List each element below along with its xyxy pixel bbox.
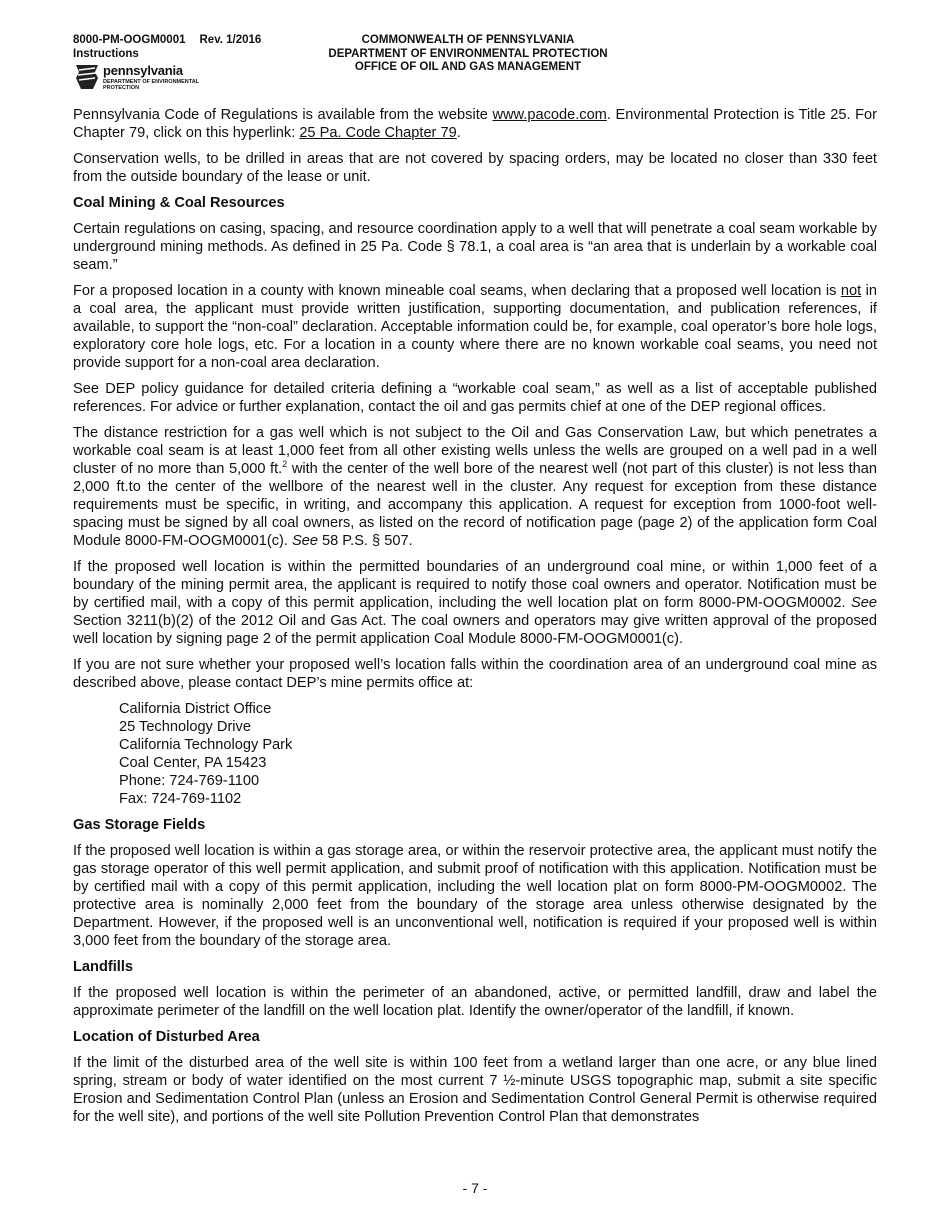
coal-p4-text-b: with the center of the well bore of the nearest well (not part of this cluster) is not less than 2,000 ft.to the center of the wellbore of the nearest well in the cluster. Any request for exception from these distance requirements must be specific, in writing, and accompany this application. A request for exception from 1000-foot well-spacing must be signed by all coal owners, as listed on the record of notification page (page 2) of the application form Coal Module 8000-FM-OOGM0001(c). [73, 461, 877, 549]
address-line: California District Office [119, 701, 272, 717]
coal-p5-see: See [851, 595, 877, 611]
coal-paragraph-2 [73, 282, 877, 372]
address-line: 25 Technology Drive [119, 719, 251, 735]
form-number: 8000-PM-OOGM0001 [73, 34, 186, 46]
coal-p4-text-c: 58 P.S. § 507. [317, 533, 413, 549]
coal-p5-text-a: If the proposed well location is within the permitted boundaries of an underground coal mine, or within 1,000 feet of a boundary of the mining permit area, the applicant is required to notify those coal owners and operator. Notification must be by certified mail, with a copy of this permit application, including the well location plat on form 8000-PM-OOGM0002. [73, 559, 877, 611]
heading-disturbed-area: Location of Disturbed Area [73, 1029, 260, 1045]
coal-paragraph-1: Certain regulations on casing, spacing, and resource coordination apply to a well that will penetrate a coal seam workable by underground mining methods. As defined in 25 Pa. Code § 78.1, a coal area is “an area that is underlain by a workable coal seam.” [73, 221, 877, 273]
intro-text-c: . [456, 125, 461, 141]
address-line: Coal Center, PA 15423 [119, 755, 267, 771]
coal-p4-superscript: 2 [282, 459, 288, 469]
intro-text-a: Pennsylvania Code of Regulations is available from the website [73, 107, 493, 123]
agency-block [253, 34, 683, 75]
doc-type: Instructions [73, 47, 139, 60]
office-address [119, 700, 877, 808]
coal-paragraph-3: See DEP policy guidance for detailed criteria defining a “workable coal seam,” as well as a list of acceptable published references. For advice or further explanation, contact the oil and gas permits chief at one of the DEP regional offices. [73, 381, 877, 415]
coal-paragraph-4 [73, 424, 877, 550]
intro-paragraph-1 [73, 106, 877, 142]
coal-paragraph-5 [73, 558, 877, 648]
intro-paragraph-2: Conservation wells, to be drilled in areas that are not covered by spacing orders, may be located no closer than 330 feet from the outside boundary of the lease or unit. [73, 151, 877, 185]
coal-p2-text-b: in a coal area, the applicant must provide written justification, supporting documentation, and publication references, if available, to support the “non-coal” declaration. Acceptable information could be, for example, coal operator’s bore hole logs, exploratory core hole logs, etc. For a location in a county where there are no known workable coal seams, you need not provide support for a non-coal area declaration. [73, 283, 877, 371]
coal-p2-not: not [840, 283, 862, 299]
address-phone: Phone: 724-769-1100 [119, 773, 260, 789]
pacode-link[interactable]: www.pacode.com [492, 107, 607, 123]
intro-text-b: . Environmental Protection is Title 25. For Chapter 79, click on this hyperlink: [73, 107, 877, 141]
document-body [73, 106, 877, 1126]
disturbed-paragraph-1: If the limit of the disturbed area of the well site is within 100 feet from a wetland larger than one acre, or any blue lined spring, stream or body of water identified on the most current 7 ½-minute USGS topographic map, submit a site specific Erosion and Sedimentation Control Plan (unless an Erosion and Sedimentation Control General Permit is otherwise required for the well site), and portions of the well site Pollution Prevention Control Plan that demonstrates [73, 1055, 877, 1125]
gas-paragraph-1: If the proposed well location is within a gas storage area, or within the reservoir protective area, the applicant must notify the gas storage operator of this well permit application, and submit proof of notification with this application. Notification must be by certified mail with a copy of this permit application, including the well location plat on form 8000-PM-OOGM0002. The protective area is nominally 2,000 feet from the boundary of the storage area unless otherwise designated by the Department. However, if the proposed well is an unconventional well, notification is required if your proposed well is within 3,000 feet from the boundary of the storage area. [73, 843, 877, 949]
address-line: California Technology Park [119, 737, 293, 753]
form-id-block [73, 34, 261, 61]
page-number: - 7 - [462, 1180, 488, 1196]
address-fax: Fax: 724-769-1102 [119, 791, 242, 807]
landfills-paragraph-1: If the proposed well location is within the perimeter of an abandoned, active, or permitted landfill, draw and label the approximate perimeter of the landfill on the well location plat. Identify the owner/operator of the landfill, if known. [73, 985, 877, 1019]
revision: Rev. 1/2016 [199, 34, 262, 46]
page-header [73, 34, 877, 94]
heading-coal: Coal Mining & Coal Resources [73, 195, 285, 211]
heading-gas-storage: Gas Storage Fields [73, 817, 206, 833]
agency-line-1: COMMONWEALTH OF PENNSYLVANIA [361, 34, 575, 46]
agency-line-2: DEPARTMENT OF ENVIRONMENTAL PROTECTION [328, 47, 608, 60]
pennsylvania-logo [73, 62, 223, 94]
logo-subtitle: DEPARTMENT OF ENVIRONMENTAL PROTECTION [103, 79, 199, 91]
coal-paragraph-6: If you are not sure whether your proposed well’s location falls within the coordination area of an underground coal mine as described above, please contact DEP’s mine permits office at: [73, 657, 877, 691]
coal-p4-text-a: The distance restriction for a gas well which is not subject to the Oil and Gas Conservation Law, but which penetrates a workable coal seam is at least 1,000 feet from all other existing wells unless the wells are grouped on a well pad in a well cluster of no more than 5,000 ft. [73, 425, 877, 477]
heading-landfills: Landfills [73, 959, 133, 975]
document-page [73, 34, 877, 1134]
coal-p2-text-a: For a proposed location in a county with known mineable coal seams, when declaring that a proposed well location is [73, 283, 841, 299]
logo-wordmark: pennsylvania [103, 63, 183, 78]
chapter-79-link[interactable]: 25 Pa. Code Chapter 79 [299, 125, 457, 141]
coal-p5-text-b: Section 3211(b)(2) of the 2012 Oil and Gas Act. The coal owners and operators may give written approval of the proposed well location by signing page 2 of the permit application Coal Module 8000-FM-OOGM0001(c). [73, 613, 877, 647]
coal-p4-see: See [291, 533, 318, 549]
agency-line-3: OFFICE OF OIL AND GAS MANAGEMENT [354, 61, 582, 73]
keystone-logo-icon [73, 62, 101, 92]
